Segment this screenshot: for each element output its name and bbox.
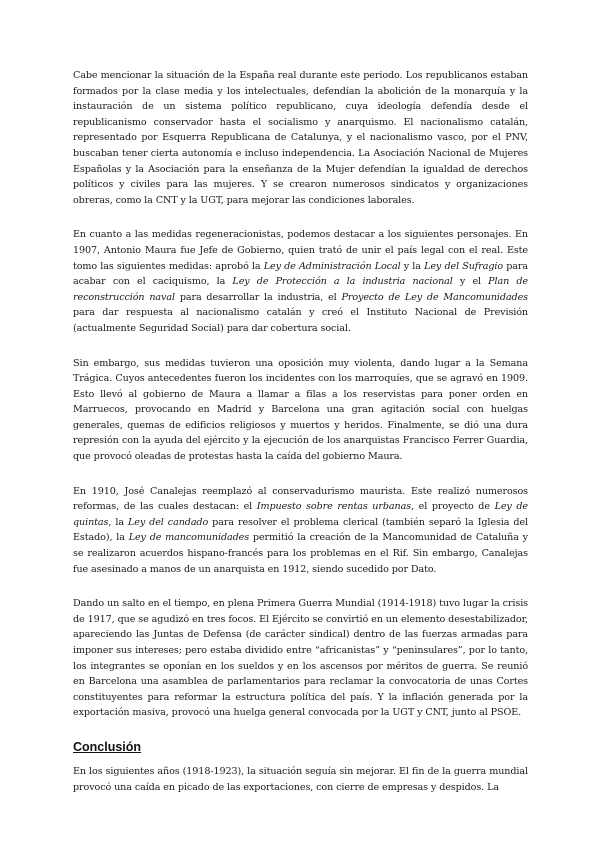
text-run: para resolver el problema clerical (también separó la Iglesia del Estado), la <box>73 516 528 544</box>
paragraph-conclusion: En los siguientes años (1918-1923), la situación seguía sin mejorar. El fin de la guerra mundial provocó una caída en picado de las exportaciones, con cierre de empresas y despidos. La <box>73 765 528 793</box>
italic-law-title: Ley de mancomunidades <box>128 532 250 544</box>
text-run: En 1910, José Canalejas reemplazó al conservadurismo maurista. Este realizó numerosos reformas, de las cuales destacan: el <box>73 485 528 513</box>
italic-law-title: Proyecto de Ley de Mancomunidades <box>341 291 529 303</box>
paragraph-crisis-1917: Dando un salto en el tiempo, en plena Primera Guerra Mundial (1914-1918) tuvo lugar la crisis de 1917, que se agudizó en tres focos. El Ejército se convirtió en un elemento desestabilizador, apareciendo las Juntas de Defensa (de carácter sindical) dentro de las fuerzas armadas para imponer sus intereses; pero estaba dividido entre “africanistas” y “peninsulares”, por lo tanto, los integrantes se oponían en los sueldos y en los ascensos por méritos de guerra. Se reunió en Barcelona una asamblea de parlamentarios para reclamar la convocatoria de unas Cortes constituyentes para reformar la estructura política del país. Y la inflación generada por la exportación masiva, provocó una huelga general convocada por la UGT y CNT, junto al PSOE. <box>73 598 528 719</box>
text-run: y el <box>452 276 489 288</box>
italic-law-title: Impuesto sobre rentas urbanas <box>256 501 412 513</box>
text-run: para desarrollar la industria, el <box>174 291 342 303</box>
text-run: y la <box>400 260 425 272</box>
italic-law-title: Plan de reconstrucción naval <box>73 276 528 303</box>
text-run: , el proyecto de <box>411 501 495 513</box>
text-run: para acabar con el caciquismo, la <box>73 260 529 288</box>
paragraph-maura-measures <box>73 227 528 336</box>
italic-law-title: Ley de Protección a la industria nacional <box>232 276 453 288</box>
italic-law-title: Ley del Sufragio <box>424 260 504 272</box>
italic-law-title: Ley de Administración Local <box>263 260 401 272</box>
text-run: , la <box>108 516 128 528</box>
text-run: permitió la creación de la Mancomunidad de Cataluña y se realizaron acuerdos hispano-francés para los problemas en el Rif. Sin embargo, Canalejas fue asesinado a manos de un anarquista en 1912, siendo sucedido por Dato. <box>73 532 529 575</box>
text-run: En cuanto a las medidas regeneracionistas, podemos destacar a los siguientes personajes. En 1907, Antonio Maura fue Jefe de Gobierno, quien trató de unir el país legal con el real. Este tomo las siguientes medidas: aprobó la <box>73 229 528 272</box>
italic-law-title: Ley de quintas <box>73 501 528 528</box>
paragraph-canalejas <box>73 484 528 578</box>
conclusion-heading: Conclusión <box>73 739 142 754</box>
italic-law-title: Ley del candado <box>127 516 209 528</box>
paragraph-semana-tragica: Sin embargo, sus medidas tuvieron una oposición muy violenta, dando lugar a la Semana Trágica. Cuyos antecedentes fueron los incidentes con los marroquíes, que se agravó en 1909. Esto llevó al gobierno de Maura a llamar a filas a los reservistas para poner orden en Marruecos, provocando en Madrid y Barcelona una gran agitación social con huelgas generales, quemas de edificios religiosos y muertos y heridos. Finalmente, se dió una dura represión con la ayuda del ejército y la ejecución de los anarquistas Francisco Ferrer Guardia, que provocó oleadas de protestas hasta la caída del gobierno Maura. <box>73 357 528 463</box>
text-run: para dar respuesta al nacionalismo catalán y creó el Instituto Nacional de Previsión (actualmente Seguridad Social) para dar cobertura social. <box>73 307 528 334</box>
paragraph-spain-situation: Cabe mencionar la situación de la España real durante este periodo. Los republicanos estaban formados por la clase media y los intelectuales, defendían la abolición de la monarquía y la instauración de un sistema político republicano, cuya ideología defendía desde el republicanismo conservador hasta el socialismo y anarquismo. El nacionalismo catalán, representado por Esquerra Republicana de Catalunya, y el nacionalismo vasco, por el PNV, buscaban tener cierta autonomía e incluso independencia. La Asociación Nacional de Mujeres Españolas y la Asociación para la enseñanza de la Mujer defendían la igualdad de derechos políticos y civiles para las mujeres. Y se crearon numerosos sindicatos y organizaciones obreras, como la CNT y la UGT, para mejorar las condiciones laborales. <box>73 70 528 206</box>
